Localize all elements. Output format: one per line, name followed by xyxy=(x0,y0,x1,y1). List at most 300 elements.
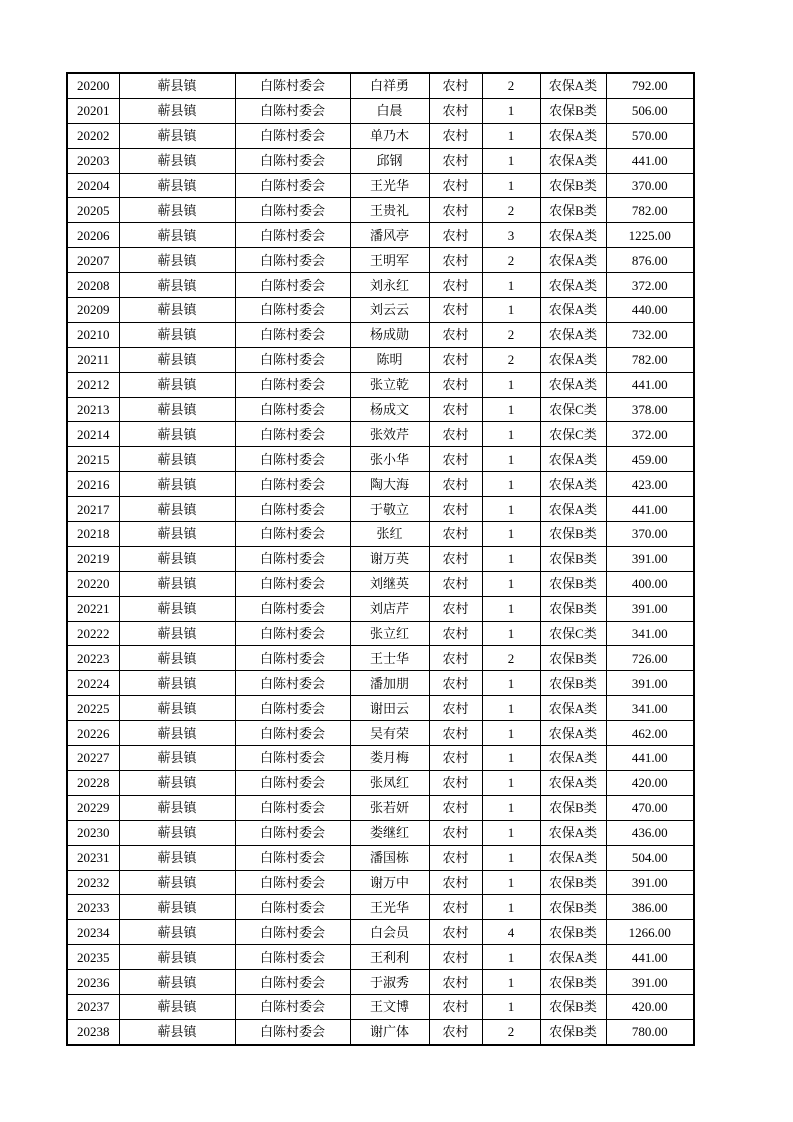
cell-insurance-category: 农保A类 xyxy=(540,696,606,721)
cell-town: 蕲县镇 xyxy=(119,322,235,347)
cell-town: 蕲县镇 xyxy=(119,795,235,820)
cell-insurance-category: 农保B类 xyxy=(540,98,606,123)
cell-insurance-category: 农保A类 xyxy=(540,298,606,323)
cell-residence-type: 农村 xyxy=(429,895,482,920)
cell-town: 蕲县镇 xyxy=(119,970,235,995)
cell-insurance-category: 农保A类 xyxy=(540,223,606,248)
cell-amount: 506.00 xyxy=(606,98,694,123)
cell-insurance-category: 农保A类 xyxy=(540,73,606,98)
cell-village: 白陈村委会 xyxy=(235,173,350,198)
cell-id: 20212 xyxy=(67,372,119,397)
cell-insurance-category: 农保A类 xyxy=(540,820,606,845)
cell-village: 白陈村委会 xyxy=(235,198,350,223)
cell-residence-type: 农村 xyxy=(429,447,482,472)
cell-town: 蕲县镇 xyxy=(119,372,235,397)
cell-person-name: 王士华 xyxy=(350,646,429,671)
cell-person-name: 王明军 xyxy=(350,248,429,273)
cell-amount: 876.00 xyxy=(606,248,694,273)
cell-village: 白陈村委会 xyxy=(235,945,350,970)
cell-village: 白陈村委会 xyxy=(235,298,350,323)
cell-person-count: 2 xyxy=(482,198,540,223)
cell-town: 蕲县镇 xyxy=(119,696,235,721)
cell-village: 白陈村委会 xyxy=(235,347,350,372)
table-row xyxy=(67,397,694,422)
cell-insurance-category: 农保B类 xyxy=(540,198,606,223)
cell-village: 白陈村委会 xyxy=(235,596,350,621)
table-row xyxy=(67,522,694,547)
cell-id: 20222 xyxy=(67,621,119,646)
cell-person-name: 张效芹 xyxy=(350,422,429,447)
table-row xyxy=(67,696,694,721)
cell-person-count: 1 xyxy=(482,820,540,845)
cell-town: 蕲县镇 xyxy=(119,746,235,771)
cell-id: 20237 xyxy=(67,994,119,1019)
cell-town: 蕲县镇 xyxy=(119,123,235,148)
cell-residence-type: 农村 xyxy=(429,820,482,845)
table-row xyxy=(67,123,694,148)
cell-amount: 726.00 xyxy=(606,646,694,671)
cell-residence-type: 农村 xyxy=(429,472,482,497)
cell-town: 蕲县镇 xyxy=(119,447,235,472)
table-row xyxy=(67,173,694,198)
cell-amount: 341.00 xyxy=(606,696,694,721)
table-row xyxy=(67,646,694,671)
cell-insurance-category: 农保A类 xyxy=(540,248,606,273)
cell-village: 白陈村委会 xyxy=(235,546,350,571)
cell-id: 20204 xyxy=(67,173,119,198)
benefit-roster-table xyxy=(66,72,695,1046)
cell-person-count: 1 xyxy=(482,422,540,447)
cell-person-name: 刘云云 xyxy=(350,298,429,323)
table-row xyxy=(67,994,694,1019)
cell-village: 白陈村委会 xyxy=(235,721,350,746)
cell-person-name: 张红 xyxy=(350,522,429,547)
cell-person-count: 2 xyxy=(482,322,540,347)
cell-amount: 470.00 xyxy=(606,795,694,820)
cell-amount: 391.00 xyxy=(606,970,694,995)
cell-residence-type: 农村 xyxy=(429,945,482,970)
cell-person-name: 陈明 xyxy=(350,347,429,372)
cell-person-count: 1 xyxy=(482,970,540,995)
table-row xyxy=(67,447,694,472)
cell-person-count: 1 xyxy=(482,173,540,198)
cell-town: 蕲县镇 xyxy=(119,721,235,746)
cell-town: 蕲县镇 xyxy=(119,820,235,845)
cell-insurance-category: 农保A类 xyxy=(540,372,606,397)
cell-village: 白陈村委会 xyxy=(235,322,350,347)
cell-insurance-category: 农保B类 xyxy=(540,870,606,895)
cell-amount: 441.00 xyxy=(606,372,694,397)
cell-person-name: 张小华 xyxy=(350,447,429,472)
cell-residence-type: 农村 xyxy=(429,696,482,721)
cell-person-count: 1 xyxy=(482,397,540,422)
cell-person-count: 1 xyxy=(482,845,540,870)
cell-id: 20231 xyxy=(67,845,119,870)
cell-id: 20201 xyxy=(67,98,119,123)
cell-insurance-category: 农保A类 xyxy=(540,721,606,746)
cell-person-name: 王光华 xyxy=(350,895,429,920)
cell-id: 20216 xyxy=(67,472,119,497)
cell-person-count: 2 xyxy=(482,347,540,372)
cell-village: 白陈村委会 xyxy=(235,970,350,995)
cell-person-name: 单乃木 xyxy=(350,123,429,148)
cell-village: 白陈村委会 xyxy=(235,845,350,870)
cell-amount: 386.00 xyxy=(606,895,694,920)
cell-residence-type: 农村 xyxy=(429,273,482,298)
cell-insurance-category: 农保A类 xyxy=(540,123,606,148)
cell-amount: 570.00 xyxy=(606,123,694,148)
cell-village: 白陈村委会 xyxy=(235,248,350,273)
cell-village: 白陈村委会 xyxy=(235,522,350,547)
cell-residence-type: 农村 xyxy=(429,671,482,696)
cell-amount: 391.00 xyxy=(606,671,694,696)
cell-village: 白陈村委会 xyxy=(235,472,350,497)
cell-person-name: 张凤红 xyxy=(350,770,429,795)
cell-town: 蕲县镇 xyxy=(119,671,235,696)
cell-person-name: 王光华 xyxy=(350,173,429,198)
cell-person-count: 2 xyxy=(482,248,540,273)
cell-person-count: 1 xyxy=(482,721,540,746)
cell-insurance-category: 农保B类 xyxy=(540,895,606,920)
cell-amount: 391.00 xyxy=(606,596,694,621)
cell-person-count: 1 xyxy=(482,621,540,646)
cell-id: 20233 xyxy=(67,895,119,920)
cell-person-count: 1 xyxy=(482,497,540,522)
table-row xyxy=(67,746,694,771)
cell-amount: 378.00 xyxy=(606,397,694,422)
cell-id: 20236 xyxy=(67,970,119,995)
cell-person-name: 谢万英 xyxy=(350,546,429,571)
cell-village: 白陈村委会 xyxy=(235,148,350,173)
table-row xyxy=(67,546,694,571)
cell-insurance-category: 农保A类 xyxy=(540,845,606,870)
cell-village: 白陈村委会 xyxy=(235,994,350,1019)
cell-town: 蕲县镇 xyxy=(119,870,235,895)
cell-residence-type: 农村 xyxy=(429,994,482,1019)
cell-village: 白陈村委会 xyxy=(235,123,350,148)
cell-person-name: 娄继红 xyxy=(350,820,429,845)
cell-village: 白陈村委会 xyxy=(235,646,350,671)
cell-id: 20223 xyxy=(67,646,119,671)
cell-id: 20206 xyxy=(67,223,119,248)
cell-village: 白陈村委会 xyxy=(235,497,350,522)
cell-residence-type: 农村 xyxy=(429,845,482,870)
cell-residence-type: 农村 xyxy=(429,248,482,273)
cell-amount: 440.00 xyxy=(606,298,694,323)
cell-insurance-category: 农保A类 xyxy=(540,497,606,522)
cell-person-name: 潘国栋 xyxy=(350,845,429,870)
cell-amount: 370.00 xyxy=(606,522,694,547)
table-row xyxy=(67,223,694,248)
cell-insurance-category: 农保B类 xyxy=(540,646,606,671)
cell-residence-type: 农村 xyxy=(429,646,482,671)
cell-id: 20221 xyxy=(67,596,119,621)
cell-amount: 372.00 xyxy=(606,273,694,298)
cell-person-name: 于敬立 xyxy=(350,497,429,522)
cell-person-name: 白祥勇 xyxy=(350,73,429,98)
cell-person-count: 2 xyxy=(482,73,540,98)
cell-town: 蕲县镇 xyxy=(119,148,235,173)
cell-person-count: 3 xyxy=(482,223,540,248)
cell-person-name: 杨成文 xyxy=(350,397,429,422)
cell-residence-type: 农村 xyxy=(429,571,482,596)
table-row xyxy=(67,945,694,970)
cell-residence-type: 农村 xyxy=(429,746,482,771)
table-row xyxy=(67,322,694,347)
cell-insurance-category: 农保A类 xyxy=(540,770,606,795)
cell-residence-type: 农村 xyxy=(429,721,482,746)
cell-amount: 436.00 xyxy=(606,820,694,845)
cell-person-name: 白晨 xyxy=(350,98,429,123)
cell-amount: 391.00 xyxy=(606,546,694,571)
cell-person-name: 潘风亭 xyxy=(350,223,429,248)
table-row xyxy=(67,372,694,397)
cell-town: 蕲县镇 xyxy=(119,596,235,621)
cell-town: 蕲县镇 xyxy=(119,273,235,298)
cell-residence-type: 农村 xyxy=(429,198,482,223)
cell-id: 20200 xyxy=(67,73,119,98)
cell-amount: 370.00 xyxy=(606,173,694,198)
cell-person-count: 2 xyxy=(482,1019,540,1044)
cell-village: 白陈村委会 xyxy=(235,1019,350,1044)
cell-town: 蕲县镇 xyxy=(119,347,235,372)
cell-amount: 420.00 xyxy=(606,994,694,1019)
cell-residence-type: 农村 xyxy=(429,123,482,148)
cell-residence-type: 农村 xyxy=(429,173,482,198)
cell-person-count: 2 xyxy=(482,646,540,671)
cell-residence-type: 农村 xyxy=(429,397,482,422)
cell-insurance-category: 农保A类 xyxy=(540,148,606,173)
cell-residence-type: 农村 xyxy=(429,770,482,795)
cell-insurance-category: 农保B类 xyxy=(540,596,606,621)
cell-town: 蕲县镇 xyxy=(119,1019,235,1044)
cell-residence-type: 农村 xyxy=(429,148,482,173)
cell-id: 20207 xyxy=(67,248,119,273)
table-row xyxy=(67,795,694,820)
cell-id: 20213 xyxy=(67,397,119,422)
cell-amount: 341.00 xyxy=(606,621,694,646)
cell-village: 白陈村委会 xyxy=(235,223,350,248)
cell-person-name: 谢广体 xyxy=(350,1019,429,1044)
cell-residence-type: 农村 xyxy=(429,73,482,98)
cell-amount: 782.00 xyxy=(606,347,694,372)
cell-person-count: 1 xyxy=(482,273,540,298)
cell-person-name: 王贵礼 xyxy=(350,198,429,223)
cell-person-name: 娄月梅 xyxy=(350,746,429,771)
cell-id: 20225 xyxy=(67,696,119,721)
cell-village: 白陈村委会 xyxy=(235,746,350,771)
cell-insurance-category: 农保B类 xyxy=(540,1019,606,1044)
cell-village: 白陈村委会 xyxy=(235,795,350,820)
cell-town: 蕲县镇 xyxy=(119,223,235,248)
cell-person-name: 吴有荣 xyxy=(350,721,429,746)
cell-town: 蕲县镇 xyxy=(119,472,235,497)
cell-id: 20229 xyxy=(67,795,119,820)
table-row xyxy=(67,347,694,372)
cell-person-count: 1 xyxy=(482,870,540,895)
cell-amount: 400.00 xyxy=(606,571,694,596)
cell-person-count: 1 xyxy=(482,98,540,123)
cell-person-name: 王文博 xyxy=(350,994,429,1019)
cell-person-count: 1 xyxy=(482,148,540,173)
cell-town: 蕲县镇 xyxy=(119,422,235,447)
cell-id: 20214 xyxy=(67,422,119,447)
table-row xyxy=(67,596,694,621)
cell-amount: 441.00 xyxy=(606,945,694,970)
table-row xyxy=(67,198,694,223)
cell-id: 20235 xyxy=(67,945,119,970)
cell-village: 白陈村委会 xyxy=(235,571,350,596)
cell-id: 20203 xyxy=(67,148,119,173)
cell-id: 20224 xyxy=(67,671,119,696)
cell-town: 蕲县镇 xyxy=(119,845,235,870)
cell-amount: 441.00 xyxy=(606,746,694,771)
cell-residence-type: 农村 xyxy=(429,795,482,820)
table-row xyxy=(67,770,694,795)
cell-residence-type: 农村 xyxy=(429,497,482,522)
cell-id: 20211 xyxy=(67,347,119,372)
cell-village: 白陈村委会 xyxy=(235,920,350,945)
cell-insurance-category: 农保B类 xyxy=(540,671,606,696)
cell-person-count: 1 xyxy=(482,522,540,547)
cell-id: 20210 xyxy=(67,322,119,347)
cell-id: 20230 xyxy=(67,820,119,845)
cell-person-name: 张立红 xyxy=(350,621,429,646)
cell-village: 白陈村委会 xyxy=(235,621,350,646)
cell-town: 蕲县镇 xyxy=(119,945,235,970)
cell-residence-type: 农村 xyxy=(429,98,482,123)
cell-town: 蕲县镇 xyxy=(119,397,235,422)
cell-residence-type: 农村 xyxy=(429,970,482,995)
cell-person-count: 1 xyxy=(482,696,540,721)
cell-village: 白陈村委会 xyxy=(235,696,350,721)
cell-village: 白陈村委会 xyxy=(235,820,350,845)
cell-person-count: 4 xyxy=(482,920,540,945)
table-row xyxy=(67,148,694,173)
cell-insurance-category: 农保A类 xyxy=(540,945,606,970)
cell-insurance-category: 农保C类 xyxy=(540,621,606,646)
cell-insurance-category: 农保B类 xyxy=(540,571,606,596)
table-row xyxy=(67,497,694,522)
cell-insurance-category: 农保A类 xyxy=(540,746,606,771)
cell-id: 20219 xyxy=(67,546,119,571)
cell-insurance-category: 农保B类 xyxy=(540,970,606,995)
cell-person-name: 张立乾 xyxy=(350,372,429,397)
table-row xyxy=(67,621,694,646)
cell-id: 20234 xyxy=(67,920,119,945)
cell-residence-type: 农村 xyxy=(429,347,482,372)
cell-insurance-category: 农保A类 xyxy=(540,273,606,298)
cell-town: 蕲县镇 xyxy=(119,571,235,596)
cell-amount: 372.00 xyxy=(606,422,694,447)
cell-village: 白陈村委会 xyxy=(235,73,350,98)
cell-insurance-category: 农保C类 xyxy=(540,397,606,422)
cell-insurance-category: 农保A类 xyxy=(540,472,606,497)
cell-town: 蕲县镇 xyxy=(119,522,235,547)
table-row xyxy=(67,1019,694,1044)
cell-person-name: 刘继英 xyxy=(350,571,429,596)
table-row xyxy=(67,273,694,298)
cell-insurance-category: 农保A类 xyxy=(540,347,606,372)
cell-town: 蕲县镇 xyxy=(119,298,235,323)
cell-person-count: 1 xyxy=(482,746,540,771)
cell-id: 20227 xyxy=(67,746,119,771)
cell-person-name: 王利利 xyxy=(350,945,429,970)
cell-amount: 782.00 xyxy=(606,198,694,223)
cell-residence-type: 农村 xyxy=(429,322,482,347)
cell-town: 蕲县镇 xyxy=(119,73,235,98)
cell-person-count: 1 xyxy=(482,472,540,497)
cell-village: 白陈村委会 xyxy=(235,870,350,895)
cell-person-name: 邱钢 xyxy=(350,148,429,173)
cell-town: 蕲县镇 xyxy=(119,621,235,646)
cell-village: 白陈村委会 xyxy=(235,895,350,920)
cell-person-name: 白会员 xyxy=(350,920,429,945)
table-row xyxy=(67,895,694,920)
table-row xyxy=(67,422,694,447)
table-row xyxy=(67,721,694,746)
cell-village: 白陈村委会 xyxy=(235,372,350,397)
cell-village: 白陈村委会 xyxy=(235,447,350,472)
cell-amount: 420.00 xyxy=(606,770,694,795)
cell-insurance-category: 农保A类 xyxy=(540,322,606,347)
cell-village: 白陈村委会 xyxy=(235,397,350,422)
table-row xyxy=(67,820,694,845)
cell-insurance-category: 农保A类 xyxy=(540,447,606,472)
cell-person-name: 张若妍 xyxy=(350,795,429,820)
cell-id: 20218 xyxy=(67,522,119,547)
cell-residence-type: 农村 xyxy=(429,422,482,447)
cell-person-name: 谢万中 xyxy=(350,870,429,895)
cell-person-count: 1 xyxy=(482,372,540,397)
cell-village: 白陈村委会 xyxy=(235,422,350,447)
cell-person-name: 刘永红 xyxy=(350,273,429,298)
cell-person-count: 1 xyxy=(482,945,540,970)
cell-town: 蕲县镇 xyxy=(119,646,235,671)
cell-amount: 441.00 xyxy=(606,148,694,173)
cell-town: 蕲县镇 xyxy=(119,198,235,223)
table-row xyxy=(67,845,694,870)
cell-person-name: 陶大海 xyxy=(350,472,429,497)
cell-town: 蕲县镇 xyxy=(119,920,235,945)
cell-person-count: 1 xyxy=(482,596,540,621)
table-row xyxy=(67,73,694,98)
cell-person-count: 1 xyxy=(482,671,540,696)
cell-town: 蕲县镇 xyxy=(119,895,235,920)
cell-id: 20217 xyxy=(67,497,119,522)
cell-insurance-category: 农保B类 xyxy=(540,522,606,547)
cell-amount: 1266.00 xyxy=(606,920,694,945)
cell-insurance-category: 农保B类 xyxy=(540,795,606,820)
cell-amount: 792.00 xyxy=(606,73,694,98)
cell-insurance-category: 农保B类 xyxy=(540,173,606,198)
cell-town: 蕲县镇 xyxy=(119,497,235,522)
cell-person-name: 杨成勋 xyxy=(350,322,429,347)
cell-id: 20215 xyxy=(67,447,119,472)
cell-amount: 459.00 xyxy=(606,447,694,472)
cell-amount: 391.00 xyxy=(606,870,694,895)
cell-id: 20226 xyxy=(67,721,119,746)
cell-amount: 732.00 xyxy=(606,322,694,347)
cell-person-count: 1 xyxy=(482,447,540,472)
cell-residence-type: 农村 xyxy=(429,920,482,945)
cell-residence-type: 农村 xyxy=(429,621,482,646)
cell-person-count: 1 xyxy=(482,571,540,596)
cell-residence-type: 农村 xyxy=(429,298,482,323)
cell-id: 20238 xyxy=(67,1019,119,1044)
cell-amount: 504.00 xyxy=(606,845,694,870)
cell-residence-type: 农村 xyxy=(429,522,482,547)
